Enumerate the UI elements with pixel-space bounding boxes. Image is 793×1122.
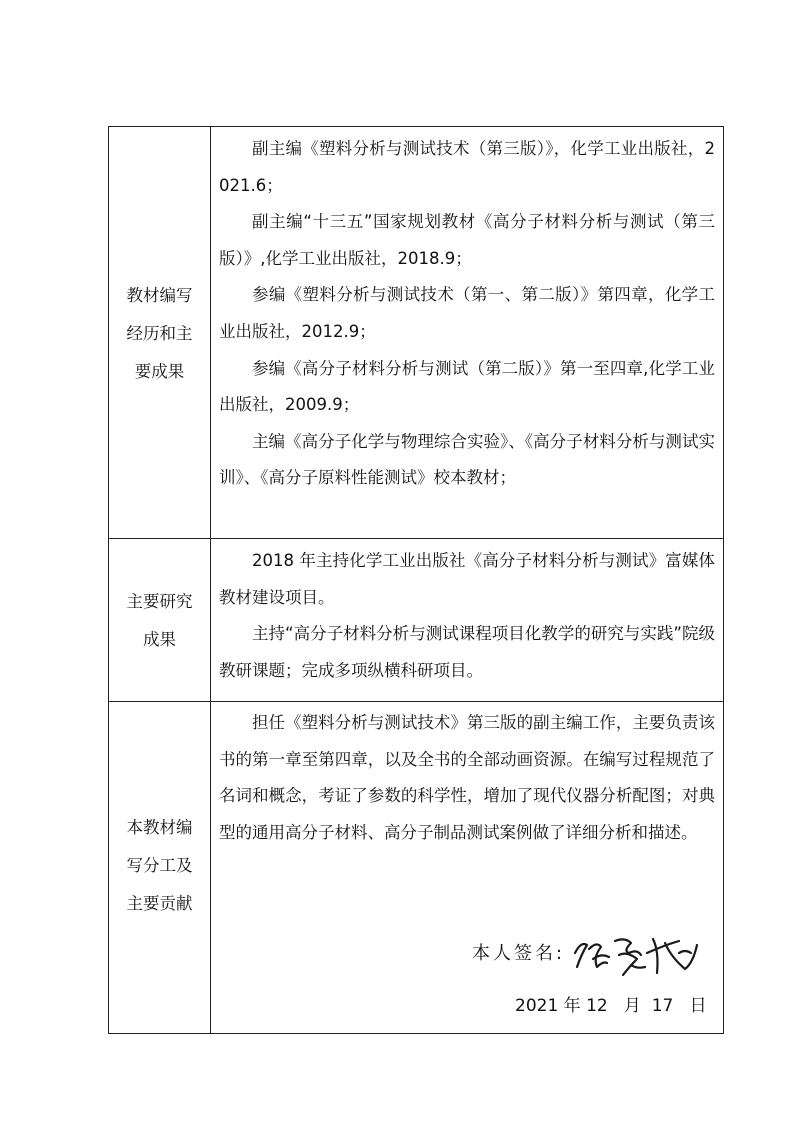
paragraph: 参编《高分子材料分析与测试（第二版）》第一至四章,化学工业出版社，2009.9； bbox=[219, 358, 715, 415]
row-label-contribution bbox=[109, 809, 210, 923]
paragraph: 担任《塑料分析与测试技术》第三版的副主编工作，主要负责该书的第一章至第四章，以及全书的全部动画资源。在编写过程规范了名词和概念，考证了参数的科学性，增加了现代仪器分析配图；对典型的通用高分子材料、高分子制品测试案例做了详细分析和描述。 bbox=[219, 713, 715, 842]
paragraph: 副主编《塑料分析与测试技术（第三版）》，化学工业出版社，2021.6； bbox=[219, 139, 715, 195]
label-line: 教材编写 bbox=[126, 286, 193, 305]
paragraph: 2018 年主持化学工业出版社《高分子材料分析与测试》富媒体教材建设项目。 bbox=[219, 551, 715, 607]
label-line: 要成果 bbox=[134, 362, 185, 381]
row-label-textbook-experience bbox=[109, 277, 210, 391]
paragraph: 主编《高分子化学与物理综合实验》、《高分子材料分析与测试实训》、《高分子原料性能测试》校本教材； bbox=[219, 431, 715, 488]
label-line: 写分工及 bbox=[126, 856, 193, 875]
row-label-research-results bbox=[109, 583, 210, 659]
row-divider bbox=[109, 538, 723, 539]
paragraph: 参编《塑料分析与测试技术（第一、第二版）》第四章，化学工业出版社，2012.9； bbox=[219, 285, 715, 341]
form-table bbox=[108, 126, 724, 1034]
paragraph: 副主编“十三五”国家规划教材《高分子材料分析与测试（第三版）》,化学工业出版社，2018.9； bbox=[219, 212, 715, 268]
label-line: 成果 bbox=[143, 630, 176, 649]
handwritten-signature bbox=[567, 923, 707, 983]
column-divider bbox=[210, 127, 211, 1033]
label-line: 主要研究 bbox=[126, 592, 193, 611]
label-line: 主要贡献 bbox=[126, 894, 193, 913]
signature-date: 2021 年 12 月 17 日 bbox=[515, 996, 707, 1016]
research-results-content bbox=[219, 543, 715, 689]
label-line: 经历和主 bbox=[126, 324, 193, 343]
paragraph: 主持“高分子材料分析与测试课程项目化教学的研究与实践”院级教研课题；完成多项纵横科研项目。 bbox=[219, 624, 715, 680]
contribution-content bbox=[219, 705, 715, 851]
textbook-experience-content bbox=[219, 131, 715, 497]
label-line: 本教材编 bbox=[126, 818, 193, 837]
row-divider bbox=[109, 701, 723, 702]
signature-label: 本人签名: bbox=[472, 943, 566, 964]
